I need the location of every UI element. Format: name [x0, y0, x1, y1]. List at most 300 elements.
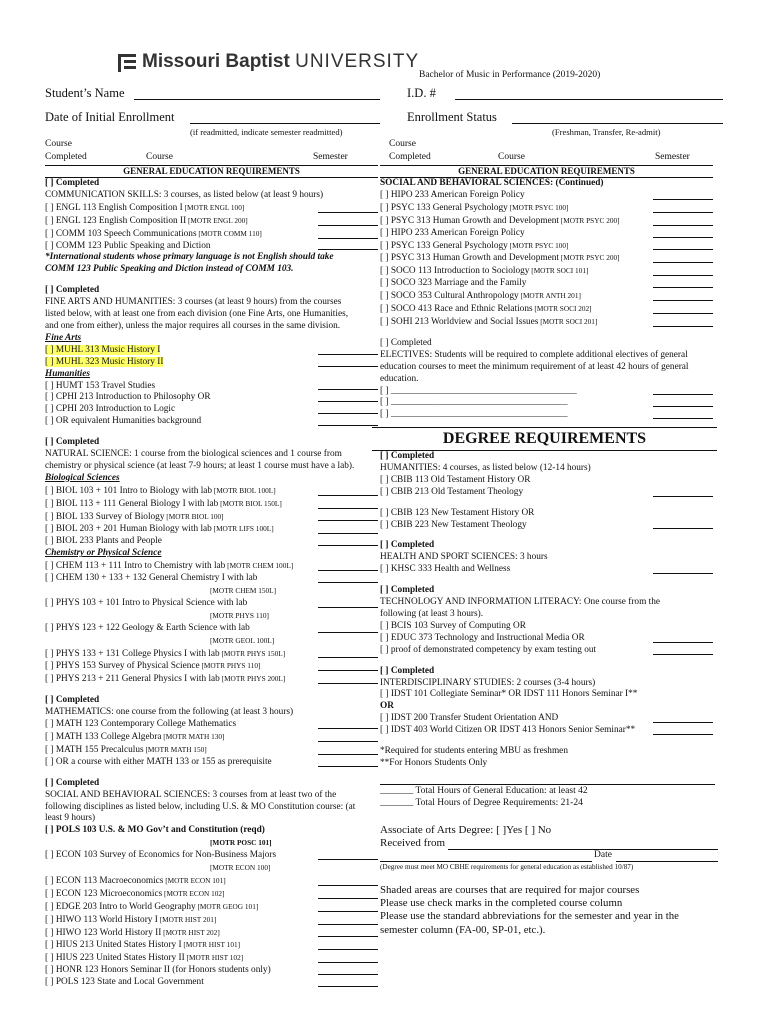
semester-blank[interactable]: [318, 766, 378, 767]
col-semester: Semester: [313, 152, 348, 162]
semester-blank[interactable]: [318, 607, 378, 608]
course-row[interactable]: [45, 757, 378, 769]
row-text: HUMANITIES: 4 courses, as listed below (12-14 hours): [380, 462, 591, 473]
row-text: [ ] IDST 101 Collegiate Seminar* OR IDST 111 Honors Seminar I**: [380, 689, 638, 700]
row-text: [ ] IDST 200 Transfer Student Orientation AND: [380, 713, 559, 724]
semester-blank[interactable]: [318, 728, 378, 729]
row-text: HEALTH AND SPORT SCIENCES: 3 hours: [380, 552, 548, 563]
semester-blank[interactable]: [318, 924, 378, 925]
semester-blank[interactable]: [318, 425, 378, 426]
row-text: Chemistry or Physical Science: [45, 548, 162, 559]
row-text: listed below, with at least one from each division (one Fine Arts, one Humanities,: [45, 309, 349, 320]
course-row[interactable]: [45, 485, 378, 498]
course-row[interactable]: [380, 202, 713, 215]
text-line: [380, 338, 713, 350]
row-text: *Required for students entering MBU as freshmen: [380, 746, 568, 757]
course-row[interactable]: [45, 536, 378, 548]
motr-code: [MOTR PSYC 200]: [558, 215, 620, 225]
motr-code: [MOTR PHYS 110]: [210, 610, 269, 620]
semester-blank[interactable]: [318, 520, 378, 521]
course-row[interactable]: [380, 713, 713, 725]
semester-blank[interactable]: [318, 936, 378, 937]
text-line: [380, 451, 713, 463]
row-text: chemistry or physical science (at least 7-9 hours; at least 1 course must have a lab).: [45, 460, 355, 471]
row-text: [ ] Completed: [380, 585, 435, 596]
motr-code: [MOTR GEOL 100L]: [210, 635, 275, 645]
spacer: [45, 686, 378, 695]
text-line: [45, 778, 378, 790]
logo-mark-icon: [116, 50, 138, 74]
semester-blank[interactable]: [653, 642, 713, 643]
text-line: [45, 285, 378, 297]
row-text: [ ] Completed: [380, 451, 435, 461]
semester-blank[interactable]: [318, 533, 378, 534]
row-text: [ ] PSYC 133 General Psychology: [380, 202, 508, 213]
course-row[interactable]: [45, 498, 378, 511]
row-text: [ ] SOCO 413 Race and Ethnic Relations: [380, 304, 533, 315]
text-line: [380, 362, 713, 374]
motr-code: [MOTR PHYS 150L]: [219, 648, 286, 658]
id-label: I.D. #: [407, 86, 436, 100]
text-line: [45, 862, 378, 875]
course-row[interactable]: [45, 241, 378, 253]
course-row[interactable]: [45, 744, 378, 757]
row-text: [ ] ________________________________________: [380, 385, 577, 396]
text-line: [380, 585, 713, 597]
motr-code: [MOTR ANTH 201]: [518, 291, 581, 301]
row-text: [ ] BCIS 103 Survey of Computing OR: [380, 620, 526, 631]
text-line: [45, 369, 378, 381]
semester-blank[interactable]: [318, 962, 378, 963]
text-line: [45, 437, 378, 449]
row-text: [ ] IDST 403 World Citizen OR IDST 413 Honors Senior Seminar**: [380, 725, 636, 736]
text-line: [45, 252, 378, 264]
text-line: [45, 473, 378, 485]
semester-blank[interactable]: [653, 394, 713, 395]
course-row[interactable]: [380, 633, 713, 645]
row-text: [ ] CPHI 213 Introduction to Philosophy OR: [45, 392, 211, 403]
semester-blank[interactable]: [318, 249, 378, 250]
spacer: [45, 428, 378, 437]
semester-blank[interactable]: [653, 275, 713, 276]
row-text: [ ] Completed: [380, 337, 432, 348]
row-text: [ ] HONR 123 Honors Seminar II (for Honors students only): [45, 965, 271, 976]
course-row[interactable]: [45, 560, 378, 573]
row-text: [ ] POLS 123 State and Local Government: [45, 977, 204, 988]
enrollment-status-field[interactable]: [512, 123, 723, 124]
text-line: [380, 666, 713, 678]
row-text: [ ] HIWO 123 World History II: [45, 927, 162, 938]
semester-blank[interactable]: [653, 225, 713, 226]
semester-blank[interactable]: [653, 300, 713, 301]
row-text: SOCIAL AND BEHAVIORAL SCIENCES: 3 courses from at least two of the: [45, 789, 337, 800]
row-text: education.: [380, 373, 419, 384]
totals-divider: [380, 784, 715, 785]
course-row[interactable]: [380, 290, 713, 303]
course-row[interactable]: [45, 228, 378, 241]
course-row[interactable]: [380, 564, 713, 576]
university-logo: [116, 50, 419, 74]
row-text: [ ] HIUS 223 United States History II: [45, 953, 185, 964]
text-line: [45, 825, 378, 837]
semester-blank[interactable]: [318, 570, 378, 571]
semester-blank[interactable]: [653, 237, 713, 238]
course-row[interactable]: [45, 660, 378, 673]
course-row[interactable]: [45, 952, 378, 965]
row-text: least 9 hours): [45, 813, 96, 824]
row-text: [ ] PSYC 313 Human Growth and Development: [380, 253, 559, 264]
course-row[interactable]: [45, 888, 378, 901]
row-text: [ ] PSYC 313 Human Growth and Development: [380, 215, 559, 226]
row-text: SOCIAL AND BEHAVIORAL SCIENCES: (Continued): [380, 178, 604, 188]
course-row[interactable]: [45, 345, 378, 357]
text-line: [380, 758, 713, 770]
course-row[interactable]: [45, 404, 378, 416]
row-text: [ ] SOCO 323 Marriage and the Family: [380, 278, 527, 289]
semester-blank[interactable]: [318, 683, 378, 684]
motr-code: [MOTR ENGL 200]: [186, 215, 248, 225]
row-text: [ ] PHYS 103 + 101 Intro to Physical Science with lab: [45, 597, 248, 608]
col-completed: Completed: [45, 152, 87, 162]
semester-blank[interactable]: [318, 389, 378, 390]
course-row[interactable]: [380, 240, 713, 253]
text-line: [380, 621, 713, 633]
semester-blank[interactable]: [318, 949, 378, 950]
semester-blank[interactable]: [318, 495, 378, 496]
row-text: following (at least 3 hours).: [380, 608, 484, 619]
spacer: [380, 329, 713, 338]
semester-blank[interactable]: [318, 885, 378, 886]
semester-blank[interactable]: [653, 199, 713, 200]
row-text: [ ] OR equivalent Humanities background: [45, 416, 202, 427]
motr-code: [MOTR PSYC 100]: [507, 202, 569, 212]
row-text: [ ] ECON 123 Microeconomics: [45, 888, 163, 899]
row-text: [ ] ECON 103 Survey of Economics for Non-Business Majors: [45, 850, 277, 861]
motr-code: [MOTR HIST 102]: [184, 953, 244, 963]
total-gen-ed: _______ Total Hours of General Education: at least 42: [380, 786, 588, 796]
course-row[interactable]: [380, 316, 713, 329]
row-text: [ ] ENGL 123 English Composition II: [45, 215, 187, 226]
semester-blank[interactable]: [653, 262, 713, 263]
row-text: [ ] BIOL 103 + 101 Intro to Biology with lab: [45, 485, 213, 496]
instruction-line: Shaded areas are courses that are required for major courses: [380, 884, 640, 896]
instruction-line: Please use the standard abbreviations for the semester and year in the: [380, 910, 679, 923]
course-row[interactable]: [380, 252, 713, 265]
left-column: [45, 165, 378, 989]
initial-enrollment-field[interactable]: [190, 123, 380, 124]
course-row[interactable]: [45, 673, 378, 686]
text-line: [380, 678, 713, 690]
semester-blank[interactable]: [653, 654, 713, 655]
row-text: [ ] BIOL 113 + 111 General Biology I with lab: [45, 498, 219, 509]
course-row[interactable]: [45, 719, 378, 731]
semester-blank[interactable]: [318, 582, 378, 583]
text-line: [380, 609, 713, 621]
row-text: and one from either), unless the major requires all courses in the same division.: [45, 320, 341, 331]
motr-code: [MOTR ECON 101]: [163, 875, 226, 885]
course-row[interactable]: [380, 520, 713, 532]
row-text: [ ] BIOL 133 Survey of Biology: [45, 511, 165, 522]
student-name-field[interactable]: [134, 99, 380, 100]
semester-blank[interactable]: [318, 859, 378, 860]
semester-blank[interactable]: [653, 573, 713, 574]
course-row[interactable]: [45, 523, 378, 536]
course-row[interactable]: [45, 648, 378, 661]
semester-blank[interactable]: [318, 354, 378, 355]
course-row[interactable]: [380, 278, 713, 290]
row-text: [ ] COMM 103 Speech Communications: [45, 228, 197, 239]
row-text: GENERAL EDUCATION REQUIREMENTS: [123, 166, 300, 176]
row-text: [ ] HIPO 233 American Foreign Policy: [380, 227, 525, 238]
course-row[interactable]: [45, 392, 378, 404]
course-row[interactable]: [45, 202, 378, 215]
row-text: [ ] CBIB 213 Old Testament Theology: [380, 486, 524, 497]
text-line: [380, 374, 713, 386]
received-from-label: Received from: [380, 837, 446, 849]
row-text: [ ] CPHI 203 Introduction to Logic: [45, 404, 176, 415]
program-title: Bachelor of Music in Performance (2019-2020): [419, 70, 601, 80]
course-row[interactable]: [45, 381, 378, 393]
semester-blank[interactable]: [318, 225, 378, 226]
motr-code: [MOTR LIFS 100L]: [211, 524, 274, 534]
row-text: [ ] HIWO 113 World History I: [45, 914, 158, 925]
row-text: [ ] BIOL 233 Plants and People: [45, 536, 162, 547]
text-line: [45, 461, 378, 473]
course-row[interactable]: [380, 303, 713, 316]
row-text: OR: [380, 701, 394, 712]
course-row[interactable]: [380, 725, 713, 737]
row-text: [ ] SOCO 113 Introduction to Sociology: [380, 266, 530, 277]
motr-code: [MOTR COMM 110]: [196, 228, 262, 238]
row-text: [ ] CBIB 223 New Testament Theology: [380, 519, 527, 530]
date-field[interactable]: [380, 861, 592, 862]
semester-blank[interactable]: [318, 632, 378, 633]
semester-blank[interactable]: [653, 249, 713, 250]
course-row[interactable]: [380, 409, 713, 421]
semester-blank[interactable]: [318, 911, 378, 912]
motr-code: [MOTR CHEM 150L]: [210, 586, 277, 595]
row-text: [ ] CBIB 113 Old Testament History OR: [380, 474, 531, 485]
course-row[interactable]: [380, 397, 713, 409]
semester-blank[interactable]: [318, 741, 378, 742]
semester-blank[interactable]: [653, 496, 713, 497]
semester-blank[interactable]: [653, 722, 713, 723]
semester-blank[interactable]: [318, 657, 378, 658]
row-text: [ ] EDUC 373 Technology and Instructional Media OR: [380, 632, 585, 643]
logo-name: Missouri Baptist UNIVERSITY: [142, 51, 420, 72]
spacer: [45, 769, 378, 778]
row-text: COMM 123 Public Speaking and Diction instead of COMM 103.: [45, 264, 294, 275]
row-text: GENERAL EDUCATION REQUIREMENTS: [458, 166, 635, 176]
motr-code: [MOTR HIST 202]: [161, 927, 220, 937]
row-text: [ ] MUHL 323 Music History II: [45, 356, 164, 367]
motr-code: [MOTR GEOG 101]: [195, 901, 259, 911]
row-text: [ ] PHYS 123 + 122 Geology & Earth Science with lab: [45, 622, 250, 633]
motr-code: [MOTR HIST 201]: [157, 914, 217, 924]
row-text: [ ] Completed: [45, 285, 100, 296]
course-row[interactable]: [45, 875, 378, 888]
text-line: [380, 552, 713, 564]
row-text: [ ] ENGL 113 English Composition I: [45, 202, 183, 213]
row-text: [ ] Completed: [45, 777, 100, 788]
course-row[interactable]: [45, 215, 378, 228]
semester-blank[interactable]: [653, 734, 713, 735]
text-line: [380, 508, 713, 520]
right-column-bottom: [380, 451, 713, 770]
row-text: [ ] KHSC 333 Health and Wellness: [380, 564, 511, 575]
motr-code: [MOTR ECON 102]: [162, 888, 225, 898]
course-row[interactable]: [45, 977, 378, 989]
readmit-note: (if readmitted, indicate semester readmitted): [190, 127, 343, 137]
semester-blank[interactable]: [318, 508, 378, 509]
row-text: Humanities: [45, 368, 90, 379]
course-row[interactable]: [45, 914, 378, 927]
received-from-field[interactable]: [448, 849, 718, 850]
course-row[interactable]: [45, 511, 378, 524]
semester-blank[interactable]: [318, 898, 378, 899]
row-text: [ ] EDGE 203 Intro to World Geography: [45, 901, 196, 912]
row-text: INTERDISCIPLINARY STUDIES: 2 courses (3-4 hours): [380, 677, 596, 688]
course-row[interactable]: [380, 487, 713, 499]
student-name-label: Student’s Name: [45, 86, 125, 100]
text-line: [45, 802, 378, 814]
course-row[interactable]: [45, 598, 378, 610]
semester-blank[interactable]: [653, 406, 713, 407]
semester-blank[interactable]: [318, 238, 378, 239]
semester-blank[interactable]: [653, 212, 713, 213]
motr-code: [MOTR PHYS 110]: [199, 661, 261, 671]
semester-blank[interactable]: [653, 287, 713, 288]
course-row[interactable]: [45, 416, 378, 428]
total-degree: _______ Total Hours of Degree Requirements: 21-24: [380, 798, 583, 808]
course-row[interactable]: [380, 215, 713, 228]
spacer: [380, 531, 713, 540]
col-course-name-right: Course: [498, 152, 525, 162]
course-row[interactable]: [45, 623, 378, 635]
row-text: [ ] Completed: [45, 695, 100, 706]
text-line: [45, 264, 378, 276]
row-text: [ ] proof of demonstrated competency by exam testing out: [380, 644, 597, 655]
course-row[interactable]: [45, 357, 378, 369]
row-text: education courses to meet the minimum requirement of at least 42 hours of general: [380, 361, 689, 372]
course-row[interactable]: [45, 939, 378, 952]
semester-blank[interactable]: [318, 366, 378, 367]
row-text: COMMUNICATION SKILLS: 3 courses, as listed below (at least 9 hours): [45, 189, 324, 200]
row-text: [ ] CBIB 123 New Testament History OR: [380, 507, 535, 518]
right-column-top: [380, 165, 713, 421]
motr-code: [MOTR HIST 101]: [181, 940, 241, 950]
date-label: Date: [594, 850, 612, 860]
text-line: [380, 475, 713, 487]
text-line: [380, 701, 713, 713]
course-row[interactable]: [45, 965, 378, 977]
text-line: [45, 333, 378, 345]
semester-blank[interactable]: [318, 545, 378, 546]
id-field[interactable]: [455, 99, 723, 100]
row-text: [ ] CHEM 113 + 111 Intro to Chemistry with lab: [45, 561, 226, 572]
instruction-line: Please use check marks in the completed course column: [380, 897, 623, 910]
row-text: [ ] MATH 123 Contemporary College Mathematics: [45, 719, 237, 730]
text-line: [45, 449, 378, 461]
semester-blank[interactable]: [318, 670, 378, 671]
semester-blank[interactable]: [653, 528, 713, 529]
text-line: [380, 597, 713, 609]
motr-code: [MOTR PSYC 100]: [507, 240, 569, 250]
semester-blank[interactable]: [653, 418, 713, 419]
course-row[interactable]: [380, 228, 713, 240]
motr-code: [MOTR ECON 100]: [210, 863, 271, 873]
text-line: [45, 610, 378, 623]
semester-blank[interactable]: [318, 974, 378, 975]
course-row[interactable]: [380, 190, 713, 202]
text-line: [45, 585, 378, 598]
semester-blank[interactable]: [318, 754, 378, 755]
row-text: Fine Arts: [45, 332, 82, 343]
text-line: [380, 463, 713, 475]
course-row[interactable]: [45, 901, 378, 914]
semester-blank[interactable]: [318, 401, 378, 402]
semester-blank[interactable]: [318, 986, 378, 987]
row-text: [ ] SOHI 213 Worldview and Social Issues: [380, 316, 539, 327]
text-line: [45, 707, 378, 719]
course-row[interactable]: [380, 386, 713, 398]
motr-code: [MOTR PHYS 200L]: [219, 674, 286, 684]
motr-code: [MOTR ENGL 100]: [182, 202, 245, 212]
row-text: [ ] POLS 103 U.S. & MO Gov’t and Constitution (reqd): [45, 825, 265, 836]
course-row[interactable]: [45, 850, 378, 862]
text-line: [45, 321, 378, 333]
row-text: [ ] COMM 123 Public Speaking and Diction: [45, 240, 211, 251]
motr-code: [MOTR BIOL 150L]: [218, 498, 282, 508]
row-text: TECHNOLOGY AND INFORMATION LITERACY: One course from the: [380, 597, 660, 608]
text-line: [45, 695, 378, 707]
semester-blank[interactable]: [318, 212, 378, 213]
row-text: [ ] Completed: [45, 437, 100, 448]
col-course-name: Course: [146, 152, 173, 162]
row-text: ELECTIVES: Students will be required to complete additional electives of general: [380, 349, 688, 360]
date-field-2[interactable]: [616, 861, 718, 862]
row-text: following disciplines as listed below, including U.S. & MO Constitution course: (at: [45, 801, 356, 812]
text-line: [45, 548, 378, 560]
motr-code: [MOTR MATH 150]: [143, 744, 207, 754]
col-course: Course: [45, 139, 72, 149]
course-row[interactable]: [45, 731, 378, 744]
instruction-line: semester column (FA-00, SP-01, etc.).: [380, 923, 546, 936]
course-row[interactable]: [380, 265, 713, 278]
row-text: *International students whose primary language is not English should take: [45, 252, 334, 263]
text-line: [380, 746, 713, 758]
text-line: [45, 837, 378, 850]
semester-blank[interactable]: [318, 413, 378, 414]
row-text: [ ] Completed: [380, 665, 435, 676]
text-line: [45, 178, 378, 190]
text-line: [45, 635, 378, 648]
course-row[interactable]: [45, 927, 378, 940]
course-row[interactable]: [380, 645, 713, 657]
row-text: [ ] PSYC 133 General Psychology: [380, 240, 508, 251]
motr-code: [MOTR POSC 101]: [210, 838, 272, 848]
semester-blank[interactable]: [653, 326, 713, 327]
row-text: [ ] OR a course with either MATH 133 or 155 as prerequisite: [45, 756, 272, 767]
initial-enrollment-label: Date of Initial Enrollment: [45, 110, 175, 124]
course-row[interactable]: [45, 573, 378, 585]
semester-blank[interactable]: [653, 313, 713, 314]
row-text: [ ] PHYS 213 + 211 General Physics I with lab: [45, 674, 220, 685]
motr-code: [MOTR SOCI 201]: [538, 316, 598, 326]
enrollment-status-label: Enrollment Status: [407, 110, 497, 124]
row-text: [ ] HIUS 213 United States History I: [45, 940, 182, 951]
row-text: FINE ARTS AND HUMANITIES: 3 courses (at least 9 hours) from the courses: [45, 297, 342, 308]
